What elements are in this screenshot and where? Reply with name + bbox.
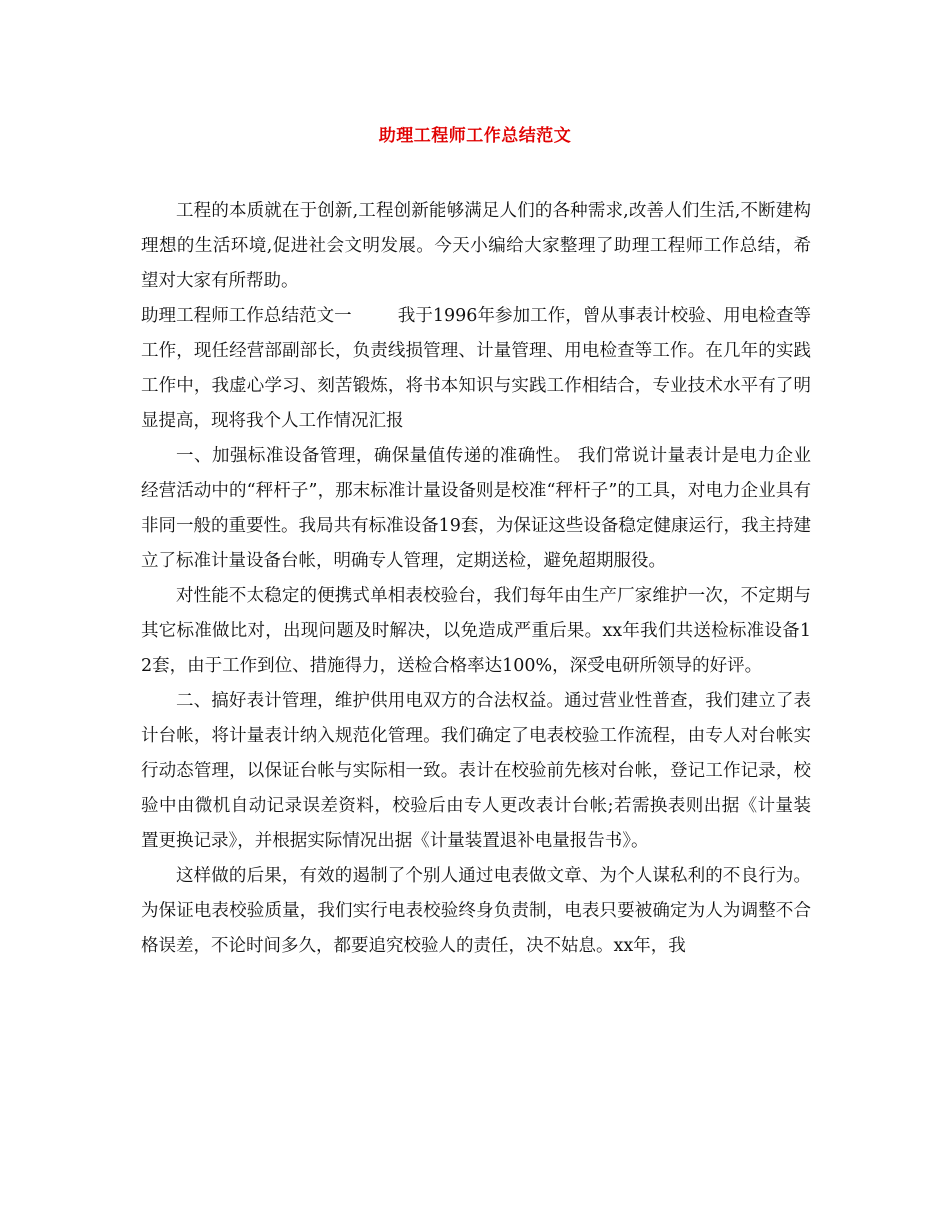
- document-body: [141, 194, 811, 964]
- paragraph-meter-management: 二、搞好表计管理，维护供用电双方的合法权益。通过营业性普查，我们建立了表计台帐，将计量表计纳入规范化管理。我们确定了电表校验工作流程，由专人对台帐实行动态管理，以保证台帐与实际相一致。表计在校验前先核对台帐，登记工作记录，校验中由微机自动记录误差资料，校验后由专人更改表计台帐;若需换表则出据《计量装置更换记录》，并根据实际情况出据《计量装置退补电量报告书》。: [141, 691, 811, 851]
- paragraph-portable-calibration: 对性能不太稳定的便携式单相表校验台，我们每年由生产厂家维护一次，不定期与其它标准做比对，出现问题及时解决，以免造成严重后果。xx年我们共送检标准设备12套，由于工作到位、措施得力，送检合格率达100%，深受电研所领导的好评。: [141, 586, 811, 676]
- intro-paragraph: 工程的本质就在于创新,工程创新能够满足人们的各种需求,改善人们生活,不断建构理想的生活环境,促进社会文明发展。今天小编给大家整理了助理工程师工作总结，希望对大家有所帮助。: [141, 201, 811, 291]
- document-title: 助理工程师工作总结范文: [378, 126, 572, 146]
- section-text: 我于1996年参加工作，曾从事表计校验、用电检查等工作，现任经营部副部长，负责线损管理、计量管理、用电检查等工作。在几年的实践工作中，我虚心学习、刻苦锻炼，将书本知识与实践工作相结合，专业技术水平有了明显提高，现将我个人工作情况汇报: [141, 306, 812, 431]
- section-paragraph: [141, 299, 811, 439]
- section-heading: 助理工程师工作总结范文一: [141, 306, 352, 326]
- paragraph-results: 这样做的后果，有效的遏制了个别人通过电表做文章、为个人谋私利的不良行为。为保证电表校验质量，我们实行电表校验终身负责制，电表只要被确定为人为调整不合格误差，不论时间多久，都要追究校验人的责任，决不姑息。xx年，我: [141, 866, 811, 956]
- paragraph-standard-equipment: 一、加强标准设备管理，确保量值传递的准确性。 我们常说计量表计是电力企业经营活动中的“秤杆子”，那末标准计量设备则是校准“秤杆子”的工具，对电力企业具有非同一般的重要性。我局共有标准设备19套，为保证这些设备稳定健康运行，我主持建立了标准计量设备台帐，明确专人管理，定期送检，避免超期服役。: [141, 446, 811, 571]
